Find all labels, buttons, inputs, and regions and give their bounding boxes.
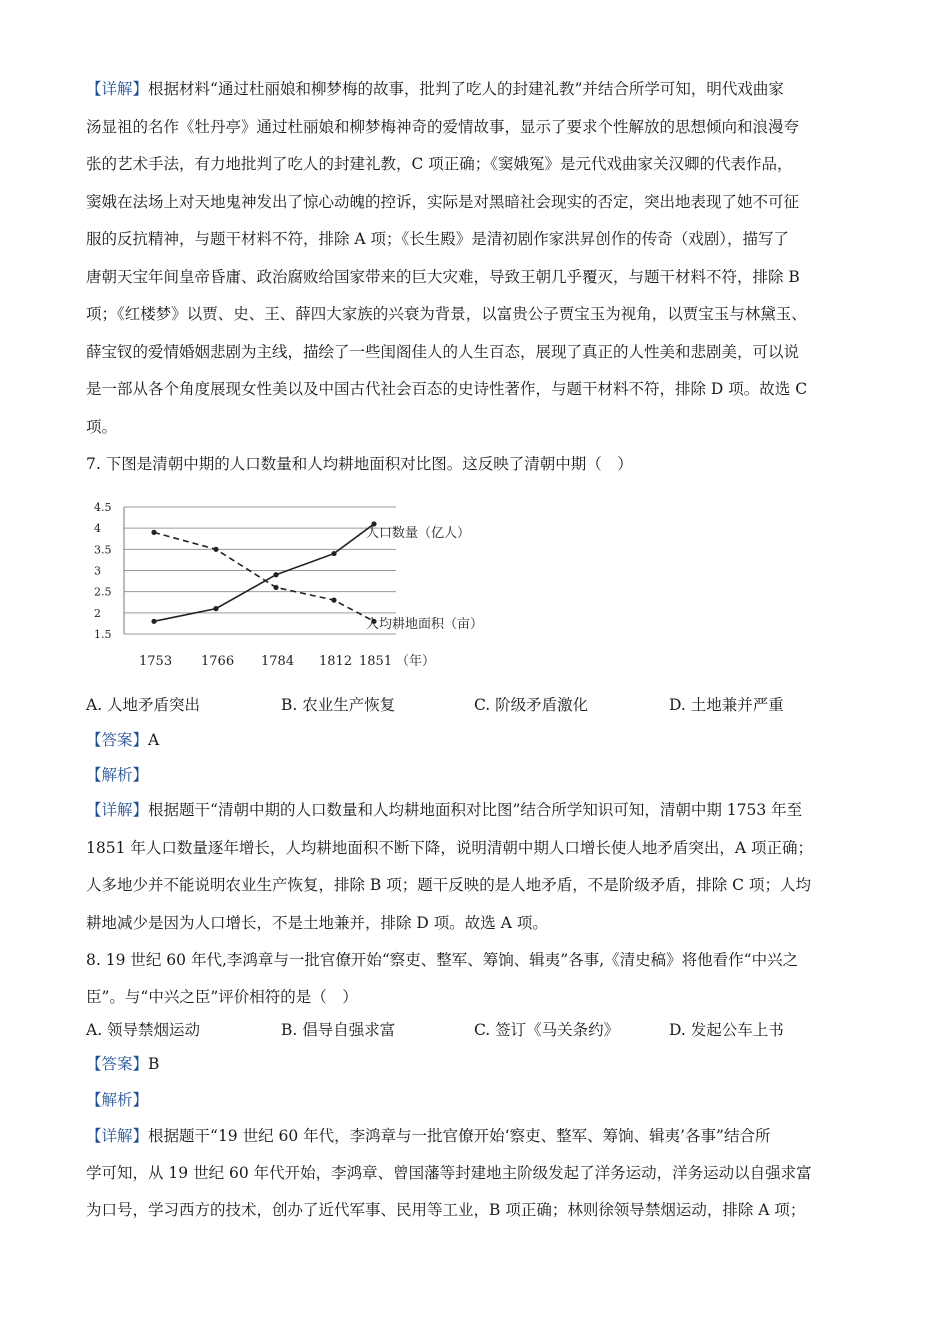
legend-population: 人口数量（亿人） <box>366 526 471 541</box>
x-tick-1766: 1766 <box>201 654 235 669</box>
series-0-point-1812 <box>331 551 336 556</box>
q7-option-c[interactable]: C. 阶级矛盾激化 <box>474 696 589 714</box>
x-tick-1784: 1784 <box>261 654 295 669</box>
series-0-point-1753 <box>151 619 156 624</box>
series-line-0 <box>154 524 374 621</box>
q8-answer: 【答案】B <box>86 1055 160 1073</box>
y-tick-1.5: 1.5 <box>94 628 112 641</box>
q8-option-d[interactable]: D. 发起公车上书 <box>669 1021 784 1039</box>
q7-answer: 【答案】A <box>86 731 160 749</box>
y-tick-4.5: 4.5 <box>94 501 112 514</box>
y-tick-3.5: 3.5 <box>94 543 112 557</box>
prev-detail-line-6: 唐朝天宝年间皇帝昏庸、政治腐败给国家带来的巨大灾难，导致王朝几乎覆灭，与题干材料不符，排除 B <box>86 268 800 286</box>
q8-analysis-tag: 【解析】 <box>86 1091 149 1109</box>
chart-y-ticks <box>94 501 112 641</box>
q8-detail-line-1: 【详解】根据题干“19 世纪 60 年代，李鸿章与一批官僚开始‘察吏、整军、筹饷、辑夷’各事”结合所 <box>86 1127 771 1145</box>
prev-detail-line-2: 汤显祖的名作《牡丹亭》通过杜丽娘和柳梦梅神奇的爱情故事，显示了要求个性解放的思想倾向和浪漫夸 <box>86 118 800 136</box>
q7-detail-line-2: 1851 年人口数量逐年增长，人均耕地面积不断下降，说明清朝中期人口增长使人地矛盾突出，A 项正确； <box>86 839 813 857</box>
series-1-point-1766 <box>213 547 218 552</box>
y-tick-2.5: 2.5 <box>94 585 112 599</box>
q7-stem: 7. 下图是清朝中期的人口数量和人均耕地面积对比图。这反映了清朝中期（ ） <box>86 455 633 473</box>
series-0-point-1784 <box>273 572 278 577</box>
detail-tag: 【详解】 <box>86 80 149 98</box>
chart-x-ticks <box>139 654 392 669</box>
q7-option-b[interactable]: B. 农业生产恢复 <box>281 696 396 714</box>
x-tick-1812: 1812 <box>319 654 353 669</box>
x-tick-1851: 1851 <box>359 654 393 669</box>
prev-detail-line-3: 张的艺术手法，有力地批判了吃人的封建礼教，C 项正确；《窦娥冤》是元代戏曲家关汉卿的代表作品， <box>86 155 793 173</box>
q7-options <box>86 690 886 720</box>
y-tick-2: 2 <box>94 606 101 620</box>
series-1-point-1812 <box>331 598 336 603</box>
q8-option-c[interactable]: C. 签订《马关条约》 <box>474 1021 620 1039</box>
q7-detail-line-3: 人多地少并不能说明农业生产恢复，排除 B 项；题干反映的是人地矛盾，不是阶级矛盾，排除 C 项；人均 <box>86 876 811 894</box>
q8-detail-line-3: 为口号，学习西方的技术，创办了近代军事、民用等工业，B 项正确；林则徐领导禁烟运动，排除 A 项； <box>86 1201 806 1219</box>
q8-detail-line-2: 学可知，从 19 世纪 60 年代开始，李鸿章、曾国藩等封建地主阶级发起了洋务运动，洋务运动以自强求富 <box>86 1164 812 1182</box>
q8-options <box>86 1015 886 1045</box>
chart-series <box>151 521 376 624</box>
prev-detail-line-4: 窦娥在法场上对天地鬼神发出了惊心动魄的控诉，实际是对黑暗社会现实的否定，突出地表现了她不可征 <box>86 193 800 211</box>
prev-detail-line-1: 【详解】根据材料“通过杜丽娘和柳梦梅的故事，批判了吃人的封建礼教”并结合所学可知，明代戏曲家 <box>86 80 784 98</box>
legend-farmland: 人均耕地面积（亩） <box>366 617 484 632</box>
q8-option-a[interactable]: A. 领导禁烟运动 <box>86 1021 201 1039</box>
series-1-point-1784 <box>273 585 278 590</box>
y-tick-3: 3 <box>94 564 101 578</box>
q7-detail-line-4: 耕地减少是因为人口增长，不是土地兼并，排除 D 项。故选 A 项。 <box>86 914 548 932</box>
prev-detail-line-7: 项；《红楼梦》以贾、史、王、薛四大家族的兴衰为背景，以富贵公子贾宝玉为视角，以贾宝玉与林黛玉、 <box>86 305 807 323</box>
prev-detail-line-10: 项。 <box>86 418 118 436</box>
prev-detail-line-8: 薛宝钗的爱情婚姻悲剧为主线，描绘了一些闺阁佳人的人生百态，展现了真正的人性美和悲剧美，可以说 <box>86 343 800 361</box>
x-tick-1753: 1753 <box>139 654 173 669</box>
q8-stem-line-1: 8. 19 世纪 60 年代,李鸿章与一批官僚开始“察吏、整军、筹饷、辑夷”各事,《清史稿》将他看作“中兴之 <box>86 951 799 969</box>
x-axis-label: （年） <box>396 654 436 669</box>
series-0-point-1766 <box>213 606 218 611</box>
q7-option-a[interactable]: A. 人地矛盾突出 <box>86 696 201 714</box>
series-line-1 <box>154 532 374 621</box>
y-tick-4: 4 <box>94 522 101 536</box>
prev-detail-line-9: 是一部从各个角度展现女性美以及中国古代社会百态的史诗性著作，与题干材料不符，排除 D 项。故选 C <box>86 380 808 398</box>
q7-detail-line-1: 【详解】根据题干“清朝中期的人口数量和人均耕地面积对比图”结合所学知识可知，清朝中期 1753 年至 <box>86 801 803 819</box>
prev-detail-line-5: 服的反抗精神，与题干材料不符，排除 A 项；《长生殿》是清初剧作家洪昇创作的传奇（戏剧），描写了 <box>86 230 790 248</box>
q7-analysis-tag: 【解析】 <box>86 766 149 784</box>
q8-option-b[interactable]: B. 倡导自强求富 <box>281 1021 396 1039</box>
chart-grid <box>124 507 396 634</box>
q7-option-d[interactable]: D. 土地兼并严重 <box>669 696 784 714</box>
q8-stem-line-2: 臣”。与“中兴之臣”评价相符的是（ ） <box>86 988 358 1006</box>
series-1-point-1753 <box>151 530 156 535</box>
population-farmland-chart <box>86 492 536 677</box>
